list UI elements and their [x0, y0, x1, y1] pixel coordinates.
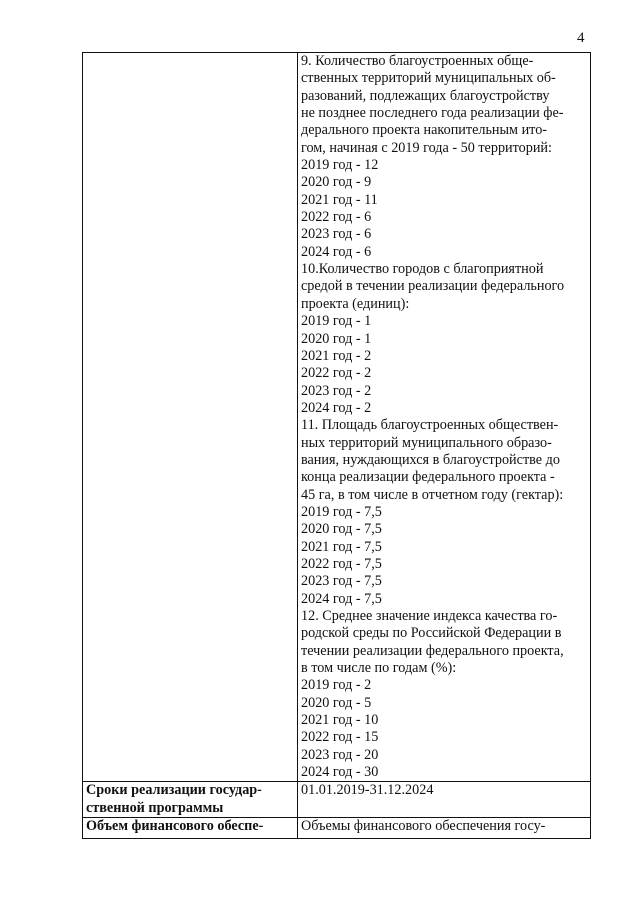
indicator-10: [301, 261, 588, 417]
funding-row: [83, 818, 591, 839]
terms-value: 01.01.2019-31.12.2024: [301, 782, 434, 799]
indicator-title-line: 10.Количество городов с благоприятной: [301, 261, 544, 278]
terms-label-line: ственной программы: [86, 799, 224, 816]
year-value: 2024 год - 30: [301, 764, 379, 781]
year-value: 2019 год - 7,5: [301, 503, 382, 520]
indicator-title-line: течении реализации федерального проекта,: [301, 642, 564, 659]
terms-label-line: Сроки реализации государ-: [86, 782, 262, 799]
year-value: 2021 год - 7,5: [301, 538, 382, 555]
year-value: 2022 год - 7,5: [301, 555, 382, 572]
year-value: 2024 год - 7,5: [301, 590, 382, 607]
year-value: 2020 год - 9: [301, 174, 372, 191]
year-value: 2019 год - 1: [301, 313, 372, 330]
terms-row: [83, 782, 591, 818]
year-value: 2019 год - 2: [301, 677, 372, 694]
year-value: 2020 год - 7,5: [301, 521, 382, 538]
indicators-label-cell: [83, 53, 298, 782]
year-value: 2021 год - 2: [301, 347, 372, 364]
indicator-12: [301, 608, 588, 781]
funding-label: Объем финансового обеспе-: [86, 818, 264, 835]
indicator-title-line: гом, начиная с 2019 года - 50 территорий:: [301, 139, 552, 156]
year-value: 2021 год - 11: [301, 191, 378, 208]
indicator-title-line: конца реализации федерального проекта -: [301, 469, 555, 486]
indicator-title-line: родской среды по Российской Федерации в: [301, 625, 562, 642]
indicator-title-line: проекта (единиц):: [301, 295, 410, 312]
funding-value-cell: [298, 818, 591, 839]
year-value: 2021 год - 10: [301, 712, 379, 729]
terms-value-cell: [298, 782, 591, 818]
year-value: 2024 год - 6: [301, 243, 372, 260]
year-value: 2023 год - 7,5: [301, 573, 382, 590]
year-value: 2022 год - 15: [301, 729, 379, 746]
indicator-title-line: разований, подлежащих благоустройству: [301, 87, 550, 104]
year-value: 2019 год - 12: [301, 157, 379, 174]
indicator-title-line: 12. Среднее значение индекса качества го-: [301, 608, 558, 624]
year-value: 2023 год - 20: [301, 746, 379, 763]
terms-label-cell: [83, 782, 298, 818]
indicator-11: [301, 417, 588, 608]
indicator-9: [301, 53, 588, 261]
passport-table: [82, 52, 591, 839]
indicator-title-line: ных территорий муниципального образо-: [301, 434, 552, 451]
year-value: 2022 год - 6: [301, 209, 372, 226]
indicator-title-line: дерального проекта накопительным ито-: [301, 122, 548, 139]
indicator-title-line: 9. Количество благоустроенных обще-: [301, 53, 534, 69]
indicator-title-line: ственных территорий муниципальных об-: [301, 70, 556, 87]
indicator-title-line: в том числе по годам (%):: [301, 660, 457, 677]
year-value: 2023 год - 2: [301, 382, 372, 399]
year-value: 2024 год - 2: [301, 399, 372, 416]
year-value: 2022 год - 2: [301, 365, 372, 382]
indicator-title-line: вания, нуждающихся в благоустройстве до: [301, 451, 560, 468]
year-value: 2020 год - 1: [301, 330, 372, 347]
year-value: 2020 год - 5: [301, 694, 372, 711]
indicator-title-line: средой в течении реализации федерального: [301, 278, 565, 295]
indicators-cell: [298, 53, 591, 782]
page-number: 4: [577, 30, 585, 46]
indicator-title-line: не позднее последнего года реализации фе-: [301, 105, 564, 122]
indicator-title-line: 11. Площадь благоустроенных обществен-: [301, 417, 559, 434]
year-value: 2023 год - 6: [301, 226, 372, 243]
indicator-title-line: 45 га, в том числе в отчетном году (гектар):: [301, 486, 564, 503]
funding-value: Объемы финансового обеспечения госу-: [301, 818, 546, 835]
funding-label-cell: [83, 818, 298, 839]
indicators-row: [83, 53, 591, 782]
